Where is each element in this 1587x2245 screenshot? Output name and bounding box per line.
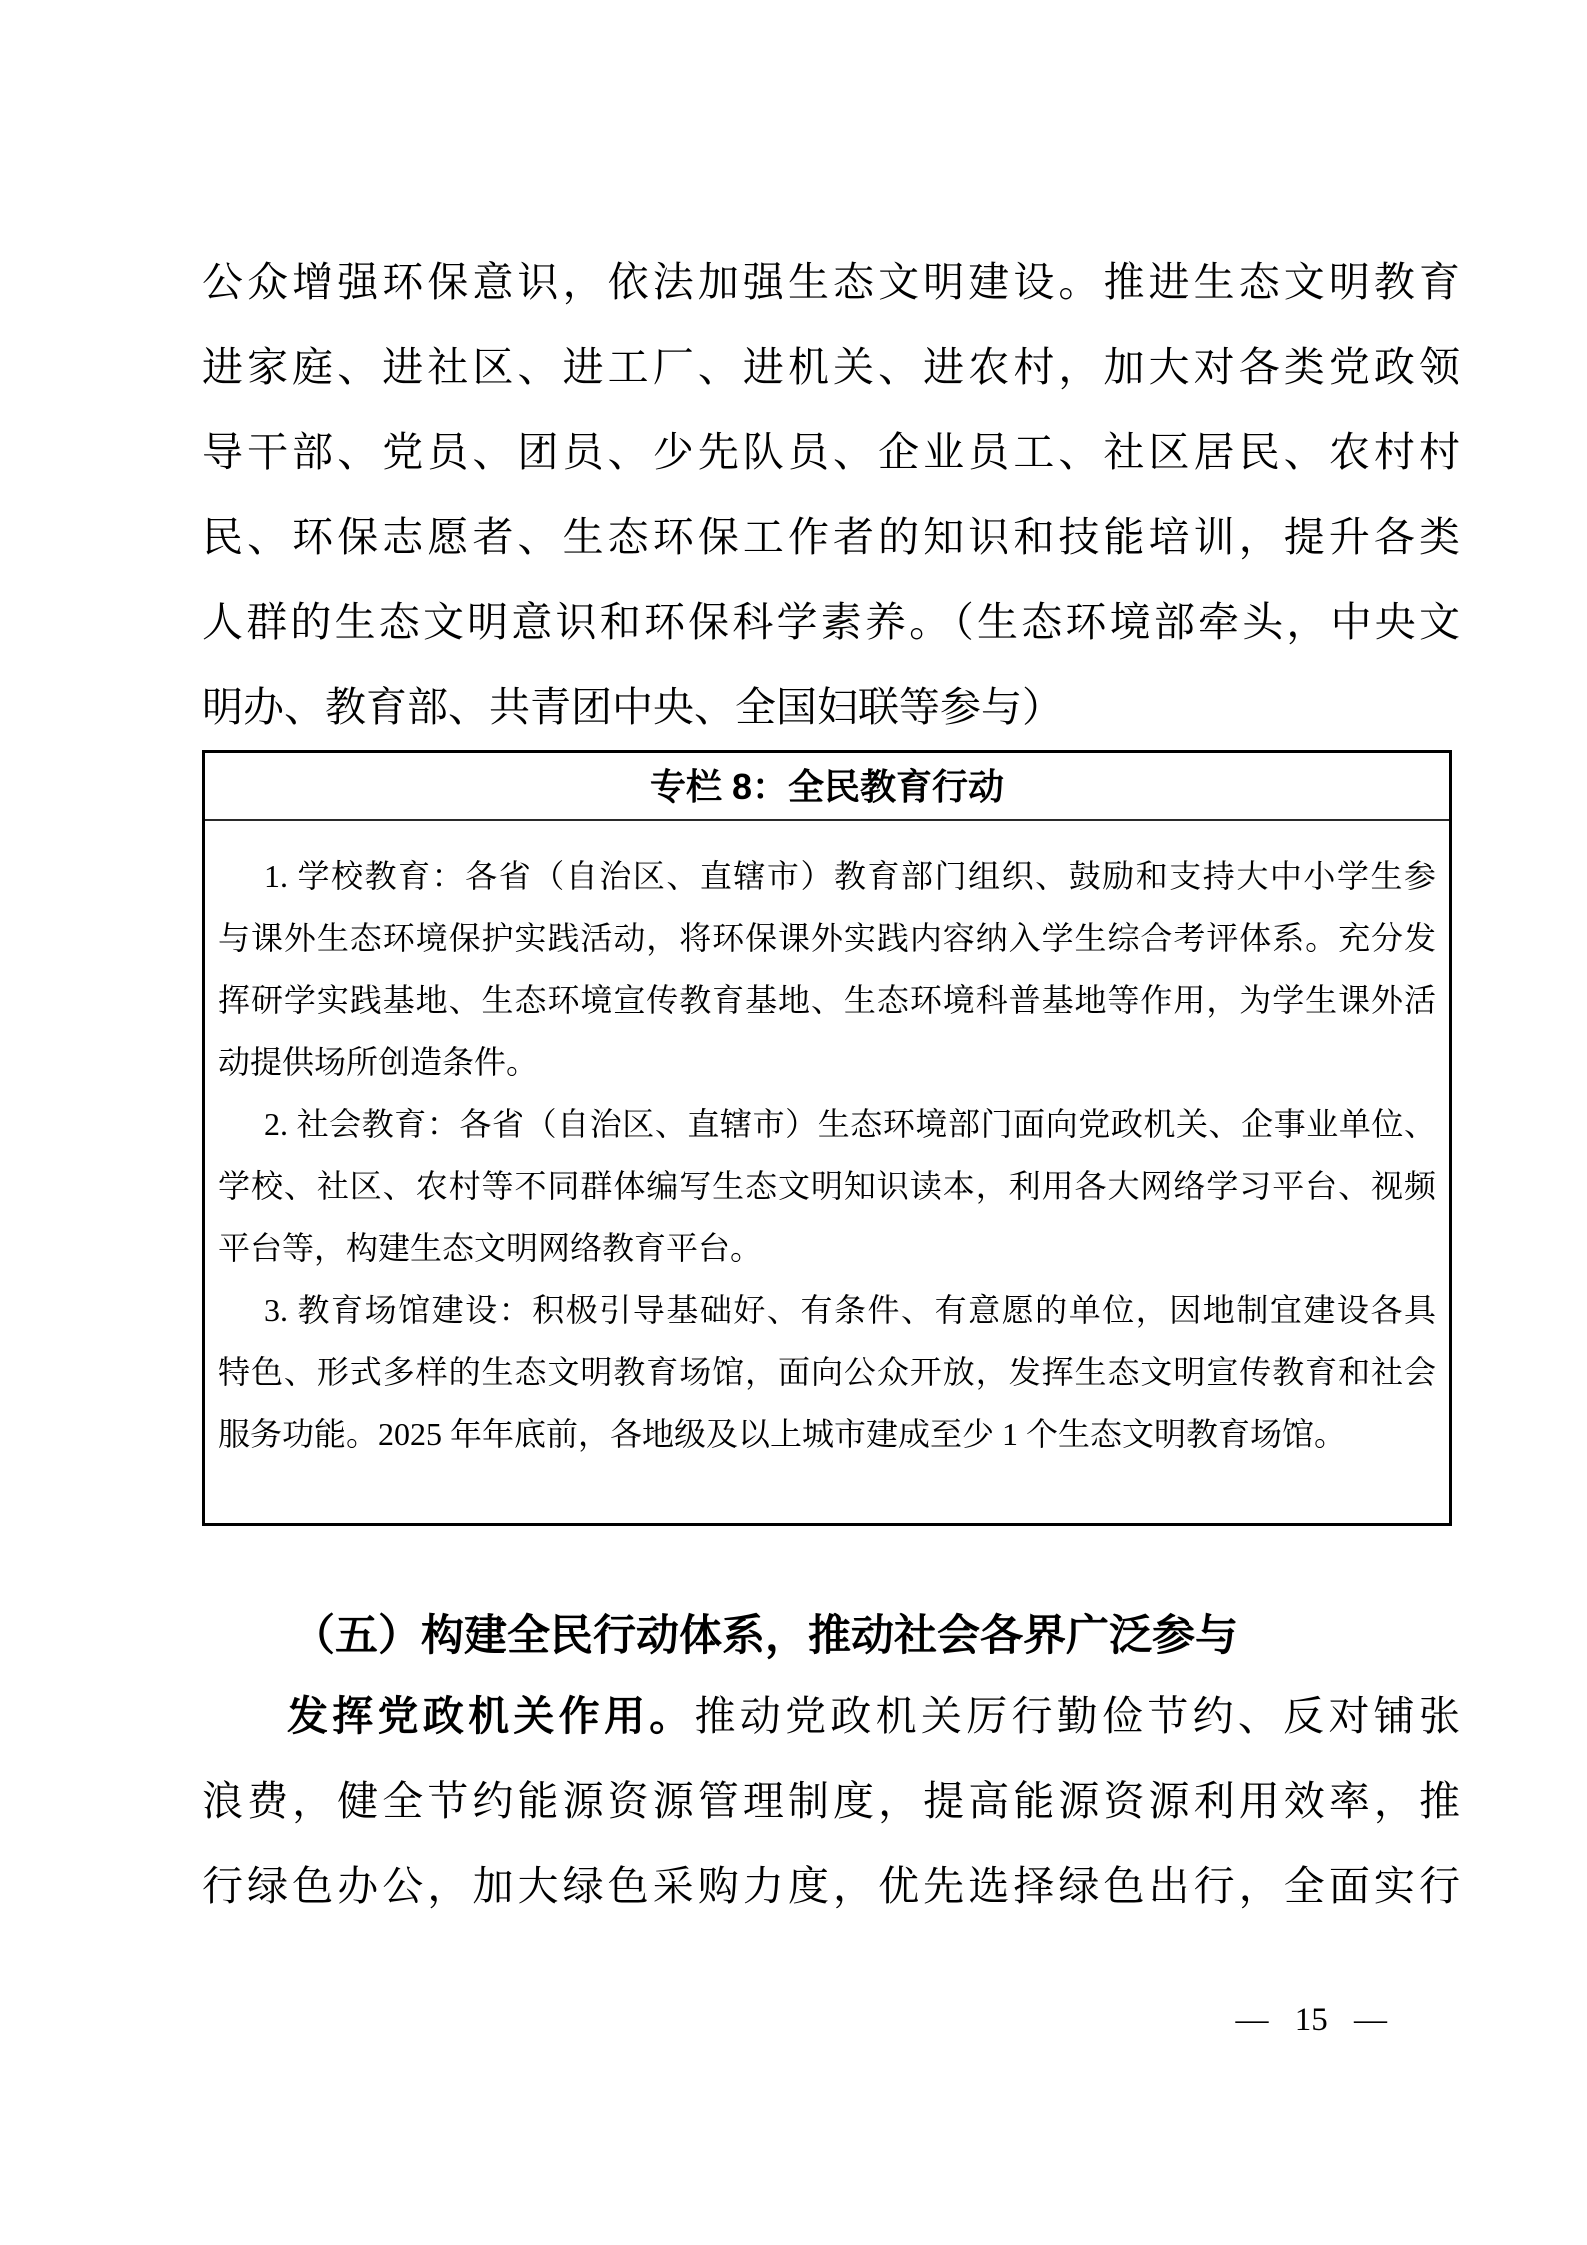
column-box-body [205,821,1449,1523]
section-five-paragraph [202,1674,1460,1929]
column-box-title: 专栏 8：全民教育行动 [205,753,1449,821]
box-item-social-education [218,1093,1436,1279]
text-line: 进家庭、进社区、进工厂、进机关、进农村，加大对各类党政领 [202,344,1460,390]
text-line: 平台等，构建生态文明网络教育平台。 [218,1230,763,1266]
text-line: 3. 教育场馆建设：积极引导基础好、有条件、有意愿的单位，因地制宜建设各具 [264,1292,1436,1328]
text-line: 2. 社会教育：各省（自治区、直辖市）生态环境部门面向党政机关、企事业单位、 [264,1106,1436,1142]
text-line: 公众增强环保意识，依法加强生态文明建设。推进生态文明教育 [202,259,1460,305]
text-line [202,1674,1460,1759]
page-content [202,0,1460,1929]
text-line: 人群的生态文明意识和环保科学素养。（生态环境部牵头，中央文 [202,599,1460,645]
text-line: 学校、社区、农村等不同群体编写生态文明知识读本，利用各大网络学习平台、视频 [218,1168,1436,1204]
column-box [202,750,1452,1526]
page-number: — 15 — [1235,2002,1387,2038]
text-line: 浪费，健全节约能源资源管理制度，提高能源资源利用效率，推 [202,1778,1460,1824]
text-line: 服务功能。2025 年年底前，各地级及以上城市建成至少 1 个生态文明教育场馆。 [218,1416,1347,1452]
text-line: 动提供场所创造条件。 [218,1044,539,1080]
box-item-school-education [218,845,1436,1093]
intro-paragraph [202,240,1460,750]
text-line: 行绿色办公，加大绿色采购力度，优先选择绿色出行，全面实行 [202,1863,1460,1909]
text-line: 与课外生态环境保护实践活动，将环保课外实践内容纳入学生综合考评体系。充分发 [218,920,1436,956]
section-five-heading: （五）构建全民行动体系，推动社会各界广泛参与 [292,1613,1238,1660]
text-line: 民、环保志愿者、生态环保工作者的知识和技能培训，提升各类 [202,514,1460,560]
paragraph-lead-bold: 发挥党政机关作用。 [287,1693,695,1739]
text-line: 导干部、党员、团员、少先队员、企业员工、社区居民、农村村 [202,429,1460,475]
text-line: 特色、形式多样的生态文明教育场馆，面向公众开放，发挥生态文明宣传教育和社会 [218,1354,1436,1390]
paragraph-lead-rest: 推动党政机关厉行勤俭节约、反对铺张 [694,1693,1461,1739]
text-line: 挥研学实践基地、生态环境宣传教育基地、生态环境科普基地等作用，为学生课外活 [218,982,1436,1018]
text-line: 明办、教育部、共青团中央、全国妇联等参与） [202,684,1063,730]
box-item-venue-construction [218,1279,1436,1465]
text-line: 1. 学校教育：各省（自治区、直辖市）教育部门组织、鼓励和支持大中小学生参 [264,858,1436,894]
